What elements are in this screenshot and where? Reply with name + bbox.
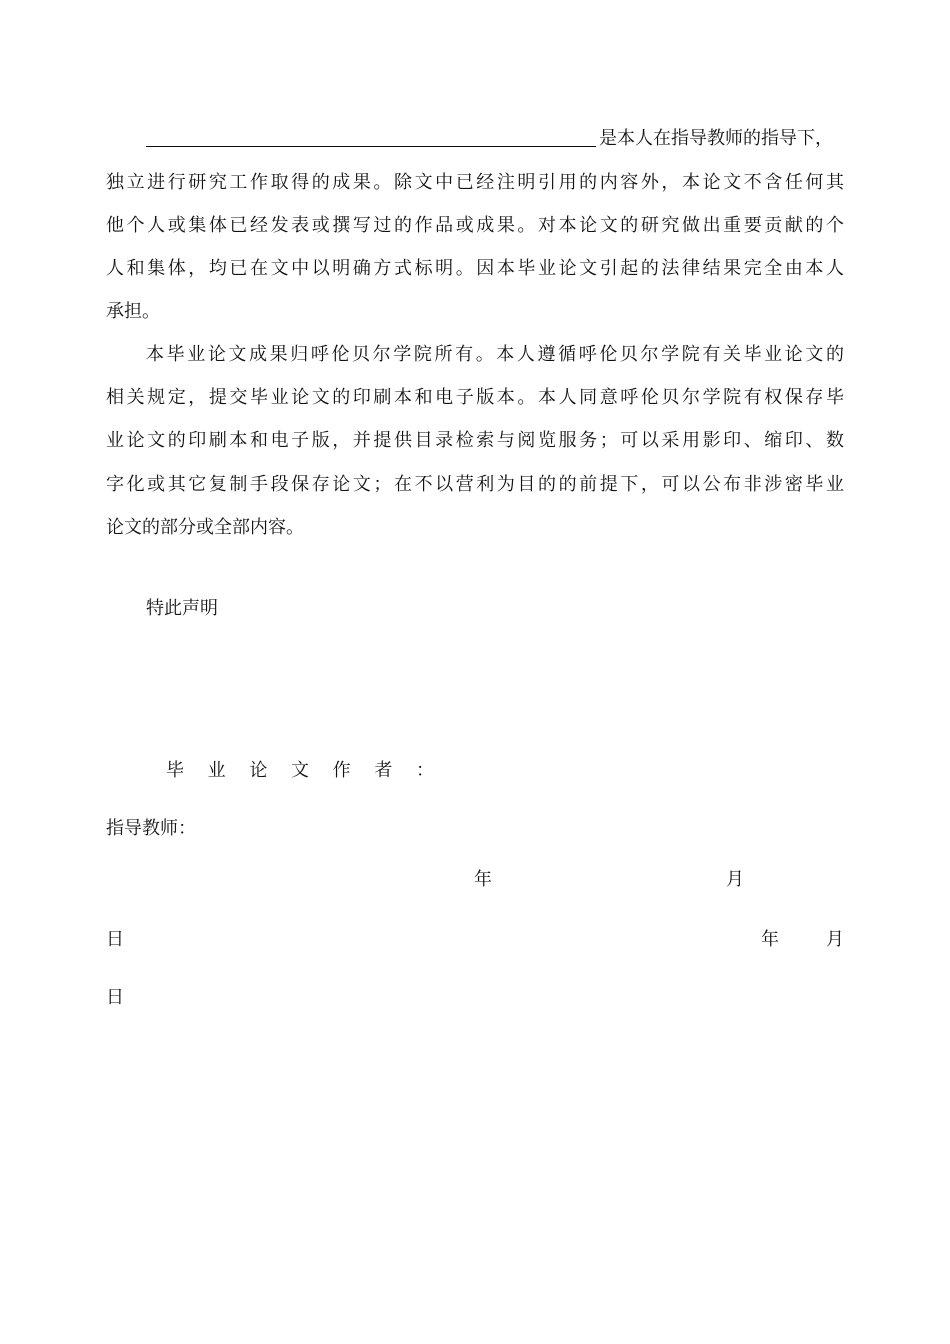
authorization-line-2: 相关规定，提交毕业论文的印刷本和电子版本。本人同意呼伦贝尔学院有权保存毕 (106, 387, 844, 408)
advisor-date-year: 年 (761, 929, 779, 950)
authorization-line-3: 业论文的印刷本和电子版，并提供目录检索与阅览服务；可以采用影印、缩印、数 (106, 430, 844, 451)
declaration-line-2: 他个人或集体已经发表或撰写过的作品或成果。对本论文的研究做出重要贡献的个 (106, 215, 844, 236)
closing-statement: 特此声明 (146, 598, 218, 619)
author-signature-label: 毕 业 论 文 作 者 ： (166, 760, 434, 781)
advisor-date-day: 日 (106, 987, 124, 1008)
declaration-line-1: 独立进行研究工作取得的成果。除文中已经注明引用的内容外，本论文不含任何其 (106, 172, 844, 193)
advisor-date-month: 月 (826, 929, 844, 950)
declaration-line-3: 人和集体，均已在文中以明确方式标明。因本毕业论文引起的法律结果完全由本人 (106, 258, 844, 279)
declaration-first-line-tail: 是本人在指导教师的指导下， (599, 128, 833, 149)
authorization-line-4: 字化或其它复制手段保存论文；在不以营利为目的的前提下，可以公布非涉密毕业 (106, 474, 844, 495)
authorization-line-5: 论文的部分或全部内容。 (106, 517, 304, 538)
author-date-month: 月 (726, 869, 744, 890)
author-date-day: 日 (106, 929, 124, 950)
declaration-line-4: 承担。 (106, 301, 160, 322)
author-date-year: 年 (474, 869, 492, 890)
authorization-line-1: 本毕业论文成果归呼伦贝尔学院所有。本人遵循呼伦贝尔学院有关毕业论文的 (146, 344, 844, 365)
title-blank-underline (146, 146, 596, 147)
advisor-signature-label: 指导教师： (106, 818, 196, 839)
